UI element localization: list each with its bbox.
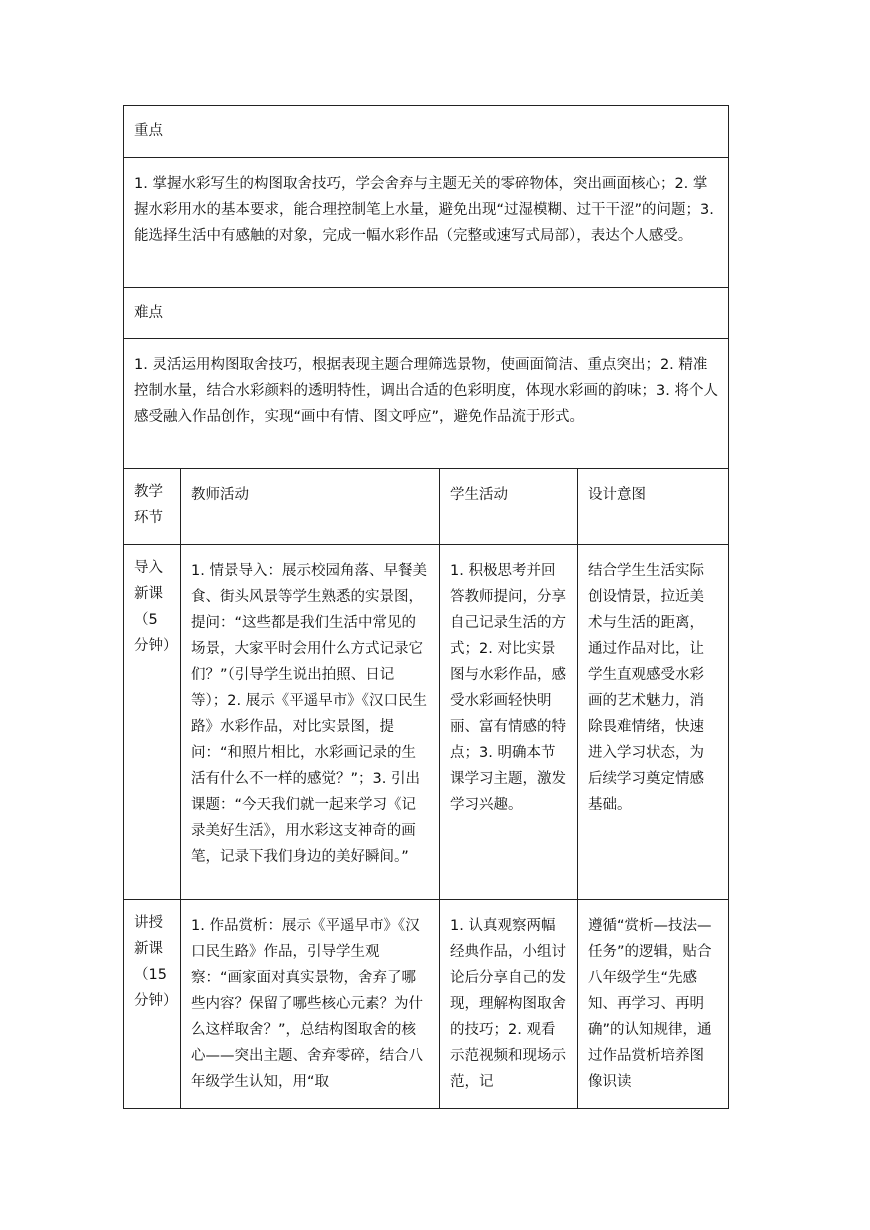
column-header-stage: 教学环节 bbox=[124, 469, 181, 545]
teacher-activity-cell: 1. 作品赏析：展示《平遥早市》《汉口民生路》作品，引导学生观察：“画家面对真实景物，舍弃了哪些内容？保留了哪些核心元素？为什么这样取舍？”，总结构图取舍的核心——突出主题、舍弃零碎，结合八年级学生认知，用“取 bbox=[181, 900, 440, 1109]
student-activity-cell: 1. 认真观察两幅经典作品，小组讨论后分享自己的发现，理解构图取舍的技巧；2. 观看示范视频和现场示范，记 bbox=[440, 900, 578, 1109]
column-header-intent: 设计意图 bbox=[578, 469, 729, 545]
table-row bbox=[124, 545, 729, 900]
column-header-teacher: 教师活动 bbox=[181, 469, 440, 545]
key-points-body: 1. 掌握水彩写生的构图取舍技巧，学会舍弃与主题无关的零碎物体，突出画面核心；2. 掌握水彩用水的基本要求，能合理控制笔上水量，避免出现“过湿模糊、过干干涩”的问题；3. 能选择生活中有感触的对象，完成一幅水彩作品（完整或速写式局部），表达个人感受。 bbox=[124, 158, 729, 288]
design-intent-cell: 结合学生生活实际创设情景，拉近美术与生活的距离，通过作品对比，让学生直观感受水彩画的艺术魅力，消除畏难情绪，快速进入学习状态，为后续学习奠定情感基础。 bbox=[578, 545, 729, 900]
difficulties-body: 1. 灵活运用构图取舍技巧，根据表现主题合理筛选景物，使画面简洁、重点突出；2. 精准控制水量，结合水彩颜料的透明特性，调出合适的色彩明度，体现水彩画的韵味；3. 将个人感受融入作品创作，实现“画中有情、图文呼应”，避免作品流于形式。 bbox=[124, 339, 729, 469]
teacher-activity-cell: 1. 情景导入：展示校园角落、早餐美食、街头风景等学生熟悉的实景图，提问：“这些都是我们生活中常见的场景，大家平时会用什么方式记录它们？”（引导学生说出拍照、日记等）；2. 展示《平遥早市》《汉口民生路》水彩作品，对比实景图，提问：“和照片相比，水彩画记录的生活有什么不一样的感觉？”；3. 引出课题：“今天我们就一起来学习《记录美好生活》，用水彩这支神奇的画笔，记录下我们身边的美好瞬间。” bbox=[181, 545, 440, 900]
student-activity-cell: 1. 积极思考并回答教师提问，分享自己记录生活的方式；2. 对比实景图与水彩作品，感受水彩画轻快明丽、富有情感的特点；3. 明确本节课学习主题，激发学习兴趣。 bbox=[440, 545, 578, 900]
stage-cell: 导入新课（5分钟） bbox=[124, 545, 181, 900]
design-intent-cell: 遵循“赏析—技法—任务”的逻辑，贴合八年级学生“先感知、再学习、再明确”的认知规律，通过作品赏析培养图像识读 bbox=[578, 900, 729, 1109]
table-row bbox=[124, 900, 729, 1109]
column-header-student: 学生活动 bbox=[440, 469, 578, 545]
difficulties-heading: 难点 bbox=[124, 288, 729, 339]
lesson-plan-table bbox=[123, 105, 729, 1109]
key-points-heading: 重点 bbox=[124, 106, 729, 158]
stage-cell: 讲授新课（15分钟） bbox=[124, 900, 181, 1109]
